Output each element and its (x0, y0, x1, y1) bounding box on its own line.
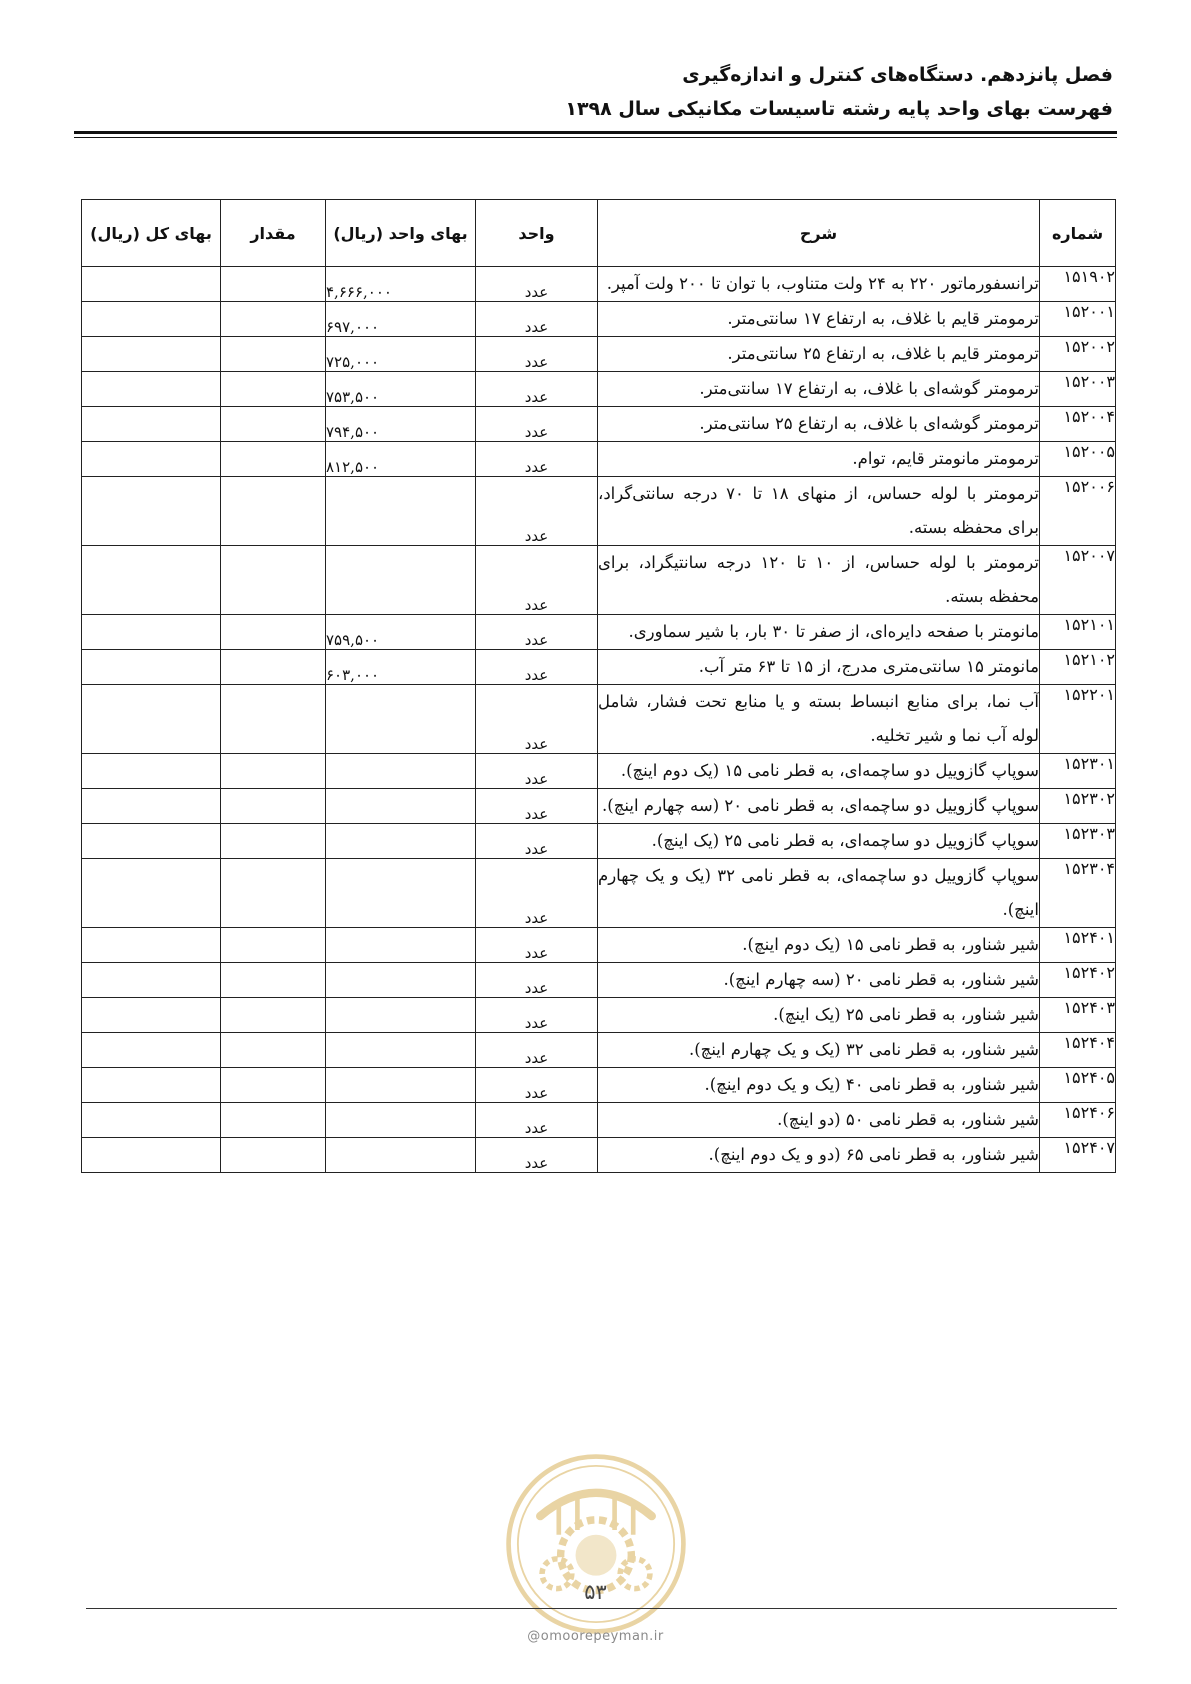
row-quantity (221, 1103, 326, 1138)
table-row (82, 442, 1116, 477)
row-description: ترمومتر گوشه‌ای با غلاف، به ارتفاع ۲۵ سانتی‌متر. (598, 407, 1040, 442)
row-total-price (82, 859, 221, 928)
row-unit-price (326, 546, 476, 615)
row-unit: عدد (476, 685, 598, 754)
row-total-price (82, 998, 221, 1033)
row-quantity (221, 615, 326, 650)
row-unit-price: ۸۱۲,۵۰۰ (326, 442, 476, 477)
row-total-price (82, 267, 221, 302)
row-total-price (82, 1068, 221, 1103)
table-header-row (82, 200, 1116, 267)
row-total-price (82, 824, 221, 859)
row-quantity (221, 824, 326, 859)
row-unit: عدد (476, 615, 598, 650)
row-code: ۱۵۲۴۰۲ (1040, 963, 1116, 998)
table-row (82, 998, 1116, 1033)
row-code: ۱۵۲۰۰۳ (1040, 372, 1116, 407)
row-unit-price: ۶۹۷,۰۰۰ (326, 302, 476, 337)
row-unit-price (326, 1033, 476, 1068)
row-unit: عدد (476, 789, 598, 824)
row-description: شیر شناور، به قطر نامی ۶۵ (دو و یک دوم اینچ). (598, 1138, 1040, 1173)
row-unit-price (326, 754, 476, 789)
table-row (82, 337, 1116, 372)
row-description: آب نما، برای منابع انبساط بسته و یا منابع تحت فشار، شامل لوله آب نما و شیر تخلیه. (598, 685, 1040, 754)
row-quantity (221, 998, 326, 1033)
row-unit: عدد (476, 928, 598, 963)
row-quantity (221, 1138, 326, 1173)
row-total-price (82, 546, 221, 615)
row-code: ۱۵۲۴۰۵ (1040, 1068, 1116, 1103)
row-total-price (82, 615, 221, 650)
row-unit-price: ۶۰۳,۰۰۰ (326, 650, 476, 685)
row-code: ۱۵۲۳۰۴ (1040, 859, 1116, 928)
row-description: شیر شناور، به قطر نامی ۳۲ (یک و یک چهارم اینچ). (598, 1033, 1040, 1068)
table-row (82, 789, 1116, 824)
chapter-title: فصل پانزدهم. دستگاه‌های کنترل و اندازه‌گیری (682, 64, 1113, 86)
row-code: ۱۵۲۳۰۳ (1040, 824, 1116, 859)
row-total-price (82, 685, 221, 754)
column-header-description: شرح (598, 200, 1040, 267)
row-code: ۱۵۲۰۰۵ (1040, 442, 1116, 477)
table-row (82, 1033, 1116, 1068)
row-quantity (221, 372, 326, 407)
table-row (82, 477, 1116, 546)
row-unit: عدد (476, 998, 598, 1033)
row-description: سوپاپ گازوییل دو ساچمه‌ای، به قطر نامی ۲۵ (یک اینچ). (598, 824, 1040, 859)
row-description: شیر شناور، به قطر نامی ۱۵ (یک دوم اینچ). (598, 928, 1040, 963)
row-unit-price (326, 1138, 476, 1173)
row-total-price (82, 442, 221, 477)
table-row (82, 615, 1116, 650)
row-code: ۱۵۲۰۰۱ (1040, 302, 1116, 337)
row-unit-price (326, 824, 476, 859)
row-total-price (82, 928, 221, 963)
row-code: ۱۵۲۳۰۲ (1040, 789, 1116, 824)
row-unit-price (326, 477, 476, 546)
row-quantity (221, 267, 326, 302)
row-total-price (82, 789, 221, 824)
row-quantity (221, 789, 326, 824)
row-unit: عدد (476, 372, 598, 407)
row-quantity (221, 1033, 326, 1068)
row-unit: عدد (476, 1068, 598, 1103)
row-code: ۱۵۲۴۰۷ (1040, 1138, 1116, 1173)
row-description: مانومتر ۱۵ سانتی‌متری مدرج، از ۱۵ تا ۶۳ متر آب. (598, 650, 1040, 685)
row-code: ۱۵۲۲۰۱ (1040, 685, 1116, 754)
row-code: ۱۵۲۱۰۱ (1040, 615, 1116, 650)
row-description: ترمومتر با لوله حساس، از ۱۰ تا ۱۲۰ درجه سانتیگراد، برای محفظه بسته. (598, 546, 1040, 615)
row-unit-price: ۷۵۳,۵۰۰ (326, 372, 476, 407)
row-description: شیر شناور، به قطر نامی ۴۰ (یک و یک دوم اینچ). (598, 1068, 1040, 1103)
row-unit-price (326, 789, 476, 824)
table-row (82, 1068, 1116, 1103)
row-description: ترمومتر قایم با غلاف، به ارتفاع ۱۷ سانتی‌متر. (598, 302, 1040, 337)
row-unit-price: ۷۲۵,۰۰۰ (326, 337, 476, 372)
row-code: ۱۵۲۴۰۶ (1040, 1103, 1116, 1138)
website-watermark: @omoorepeyman.ir (527, 1629, 664, 1644)
row-total-price (82, 407, 221, 442)
table-row (82, 546, 1116, 615)
row-code: ۱۵۲۴۰۱ (1040, 928, 1116, 963)
row-unit: عدد (476, 1033, 598, 1068)
row-quantity (221, 546, 326, 615)
row-quantity (221, 859, 326, 928)
footer-rule (86, 1608, 1117, 1609)
row-total-price (82, 372, 221, 407)
row-unit-price (326, 998, 476, 1033)
header-rule-thin (74, 137, 1117, 138)
row-quantity (221, 650, 326, 685)
row-unit-price (326, 859, 476, 928)
table-row (82, 407, 1116, 442)
row-unit: عدد (476, 650, 598, 685)
row-total-price (82, 337, 221, 372)
row-quantity (221, 1068, 326, 1103)
row-description: ترمومتر گوشه‌ای با غلاف، به ارتفاع ۱۷ سانتی‌متر. (598, 372, 1040, 407)
page-number: ۵۳ (584, 1580, 607, 1604)
row-code: ۱۵۲۰۰۶ (1040, 477, 1116, 546)
column-header-total-price: بهای کل (ریال) (82, 200, 221, 267)
row-unit: عدد (476, 1103, 598, 1138)
row-description: سوپاپ گازوییل دو ساچمه‌ای، به قطر نامی ۲۰ (سه چهارم اینچ). (598, 789, 1040, 824)
row-description: شیر شناور، به قطر نامی ۲۰ (سه چهارم اینچ). (598, 963, 1040, 998)
table-row (82, 267, 1116, 302)
column-header-quantity: مقدار (221, 200, 326, 267)
row-unit-price (326, 1068, 476, 1103)
row-unit: عدد (476, 754, 598, 789)
book-title: فهرست بهای واحد پایه رشته تاسیسات مکانیکی سال ۱۳۹۸ (565, 98, 1113, 120)
row-unit: عدد (476, 859, 598, 928)
row-unit-price: ۴,۶۶۶,۰۰۰ (326, 267, 476, 302)
table-row (82, 1138, 1116, 1173)
row-quantity (221, 302, 326, 337)
table-row (82, 1103, 1116, 1138)
row-unit: عدد (476, 477, 598, 546)
table-row (82, 302, 1116, 337)
row-unit-price: ۷۹۴,۵۰۰ (326, 407, 476, 442)
row-total-price (82, 1103, 221, 1138)
table-row (82, 859, 1116, 928)
row-unit: عدد (476, 442, 598, 477)
column-header-unit-price: بهای واحد (ریال) (326, 200, 476, 267)
row-description: ترمومتر مانومتر قایم، توام. (598, 442, 1040, 477)
row-unit-price (326, 1103, 476, 1138)
row-code: ۱۵۲۰۰۴ (1040, 407, 1116, 442)
table-row (82, 372, 1116, 407)
row-description: سوپاپ گازوییل دو ساچمه‌ای، به قطر نامی ۱۵ (یک دوم اینچ). (598, 754, 1040, 789)
row-total-price (82, 302, 221, 337)
row-total-price (82, 477, 221, 546)
row-description: ترمومتر با لوله حساس، از منهای ۱۸ تا ۷۰ درجه سانتی‌گراد، برای محفظه بسته. (598, 477, 1040, 546)
price-list-table (81, 199, 1116, 1173)
table-row (82, 824, 1116, 859)
row-unit-price: ۷۵۹,۵۰۰ (326, 615, 476, 650)
row-unit-price (326, 963, 476, 998)
row-total-price (82, 650, 221, 685)
header-rule-thick (74, 131, 1117, 134)
row-quantity (221, 685, 326, 754)
table-row (82, 650, 1116, 685)
row-code: ۱۵۲۴۰۴ (1040, 1033, 1116, 1068)
row-description: مانومتر با صفحه دایره‌ای، از صفر تا ۳۰ بار، با شیر سماوری. (598, 615, 1040, 650)
row-quantity (221, 963, 326, 998)
row-unit: عدد (476, 824, 598, 859)
table-row (82, 928, 1116, 963)
row-code: ۱۵۲۳۰۱ (1040, 754, 1116, 789)
row-unit: عدد (476, 546, 598, 615)
row-total-price (82, 754, 221, 789)
row-quantity (221, 337, 326, 372)
row-description: ترانسفورماتور ۲۲۰ به ۲۴ ولت متناوب، با توان تا ۲۰۰ ولت آمپر. (598, 267, 1040, 302)
row-unit: عدد (476, 963, 598, 998)
row-quantity (221, 477, 326, 546)
row-total-price (82, 1138, 221, 1173)
row-description: شیر شناور، به قطر نامی ۲۵ (یک اینچ). (598, 998, 1040, 1033)
table-row (82, 963, 1116, 998)
column-header-code: شماره (1040, 200, 1116, 267)
row-code: ۱۵۲۴۰۳ (1040, 998, 1116, 1033)
row-quantity (221, 754, 326, 789)
row-quantity (221, 442, 326, 477)
column-header-unit: واحد (476, 200, 598, 267)
table-row (82, 685, 1116, 754)
row-unit-price (326, 928, 476, 963)
row-description: سوپاپ گازوییل دو ساچمه‌ای، به قطر نامی ۳۲ (یک و یک چهارم اینچ). (598, 859, 1040, 928)
row-code: ۱۵۱۹۰۲ (1040, 267, 1116, 302)
row-unit-price (326, 685, 476, 754)
row-code: ۱۵۲۰۰۷ (1040, 546, 1116, 615)
row-code: ۱۵۲۱۰۲ (1040, 650, 1116, 685)
row-quantity (221, 407, 326, 442)
table-row (82, 754, 1116, 789)
row-description: شیر شناور، به قطر نامی ۵۰ (دو اینچ). (598, 1103, 1040, 1138)
row-unit: عدد (476, 407, 598, 442)
row-unit: عدد (476, 267, 598, 302)
row-unit: عدد (476, 1138, 598, 1173)
row-unit: عدد (476, 337, 598, 372)
row-total-price (82, 1033, 221, 1068)
row-code: ۱۵۲۰۰۲ (1040, 337, 1116, 372)
row-total-price (82, 963, 221, 998)
omoorepeyman-seal-watermark (503, 1451, 689, 1637)
row-quantity (221, 928, 326, 963)
row-unit: عدد (476, 302, 598, 337)
row-description: ترمومتر قایم با غلاف، به ارتفاع ۲۵ سانتی‌متر. (598, 337, 1040, 372)
